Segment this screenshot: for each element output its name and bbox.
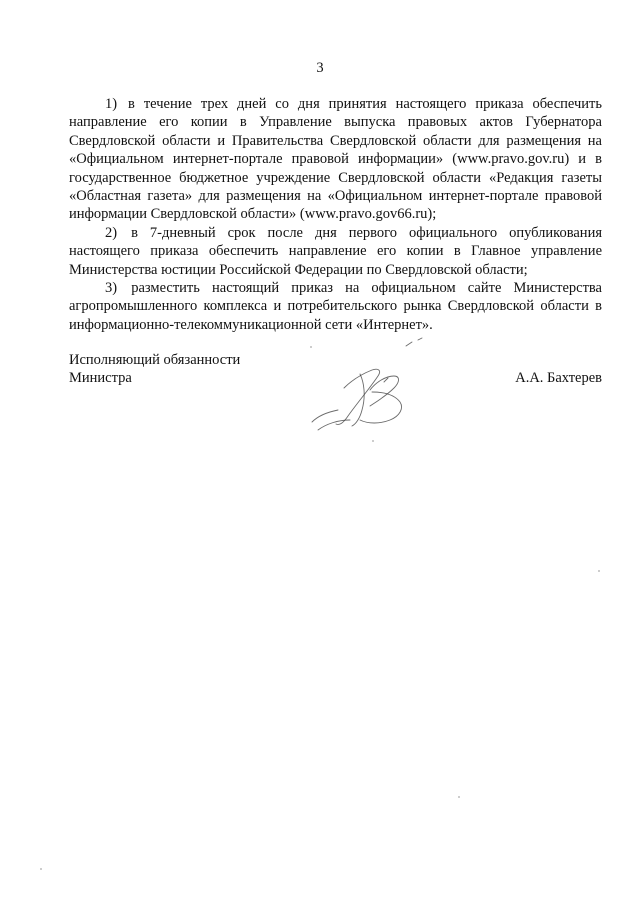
paragraph-3-number: 3) — [105, 280, 118, 297]
paragraph-3-text: разместить настоящий приказ на официальном сайте Министерства агропромышленного комплекса и потребительского рынка Свердловской области в информационно-телекоммуникационной сети «Интернет». — [69, 280, 602, 333]
handwritten-signature — [300, 330, 460, 440]
paragraph-1-text: в течение трех дней со дня принятия настоящего приказа обеспечить направление его копии в Управление выпуска правовых актов Губернатора Свердловской области и Правительства Свердловской области для размещения на «Официальном интернет-портале правовой информации» (www.pravo.gov.ru) и в государственное бюджетное учреждение Свердловской области «Редакция газеты «Областная газета» для размещения на «Официальном интернет-портале правовой информации Свердловской области» (www.pravo.gov66.ru); — [69, 96, 603, 223]
paragraph-1-number: 1) — [105, 96, 118, 112]
paragraph-2 — [69, 224, 602, 279]
signatory-position — [69, 351, 240, 388]
signatory-position-line-2: Министра — [69, 370, 132, 387]
paragraph-3 — [69, 279, 602, 334]
paragraph-2-number: 2) — [105, 224, 118, 241]
page-number: 3 — [316, 60, 324, 76]
paragraph-1 — [69, 95, 602, 224]
scan-speck — [372, 440, 374, 442]
scan-speck — [458, 796, 460, 798]
signatory-name: А.А. Бахтерев — [515, 370, 602, 386]
signatory-position-line-1: Исполняющий обязанности — [69, 352, 241, 368]
scan-speck — [598, 570, 600, 572]
scan-speck — [310, 346, 312, 348]
scan-speck — [40, 868, 42, 870]
document-body — [69, 95, 602, 334]
paragraph-2-text: в 7-дневный срок после дня первого официального опубликования настоящего приказа обеспечить направление его копии в Главное управление Министерства юстиции Российской Федерации по Свердловской области; — [69, 224, 602, 278]
